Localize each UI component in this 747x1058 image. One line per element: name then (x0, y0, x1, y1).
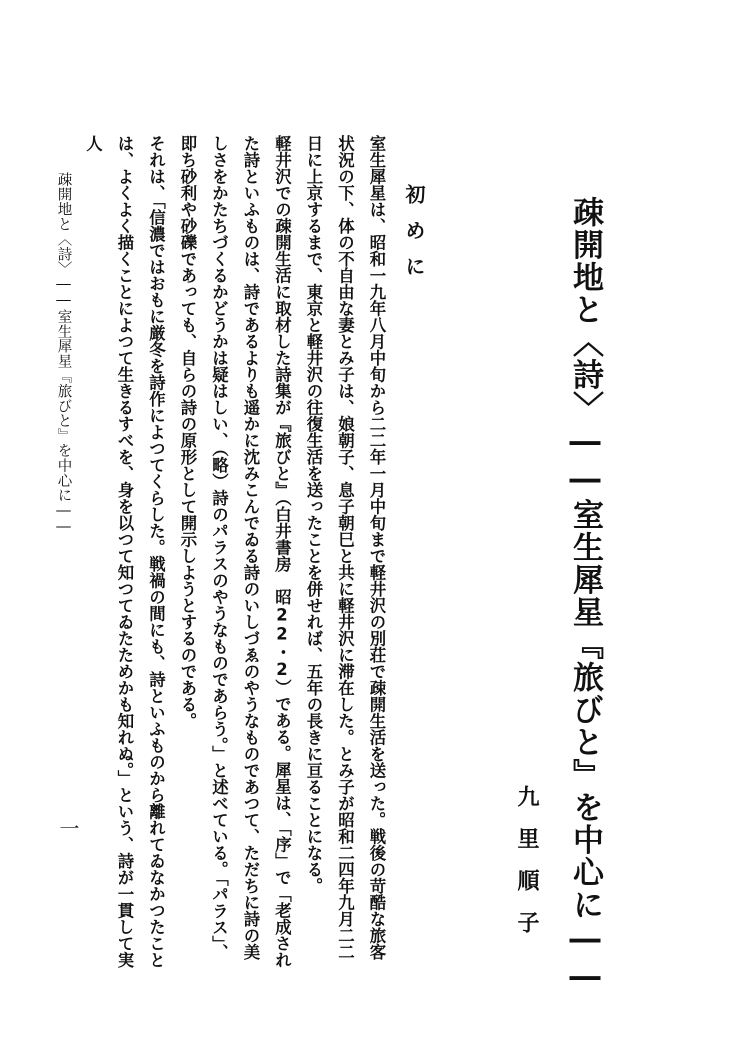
body-paragraph: 室生犀星は、昭和一九年八月中旬から二二年一月中旬まで軽井沢の別荘で疎開生活を送った。戦後の苛酷な旅客状況の下、体の不自由な妻とみ子は、娘朝子、息子朝巳と共に軽井沢に滞在した。とみ子が昭和二四年九月二二日に上京するまで、東京と軽井沢の往復生活を送ったことを併せれば、五年の長きに亘ることになる。 (304, 135, 386, 960)
article-title: 疎開地と〈詩〉――室生犀星『旅びと』を中心に―― (567, 196, 603, 996)
running-header: 疎開地と〈詩〉――室生犀星『旅びと』を中心に―― (55, 172, 72, 536)
section-heading: 初めに (402, 184, 426, 292)
page-number: 一 (56, 818, 80, 838)
body-paragraph: それは、「信濃ではおもに厳冬を詩作によつてくらした。戦禍の間にも、詩といふものから離れてゐなかつたことは、よくよく描くことによつて生きるすべを、身を以つて知つてゐたためかも知れぬ。」という、詩が一貫して実人 (83, 135, 166, 969)
body-text (83, 135, 392, 975)
body-paragraph: 軽井沢での疎開生活に取材した詩集が『旅びと』（白井書房 昭22・2）である。犀星は、「序」で「老成された詩といふものは、詩であるよりも遥かに沈みこんでゐる詩のいしづゑのやうなものであつて、ただちに詩の美しさをかたちづくるかどうかは疑はしい、（略）詩のパラスのやうなものであらう。」と述べている。「パラス」、即ち砂利や砂礫であっても、自らの詩の原形として開示しようとするのである。 (178, 135, 292, 968)
author-name: 九里順子 (514, 785, 539, 953)
